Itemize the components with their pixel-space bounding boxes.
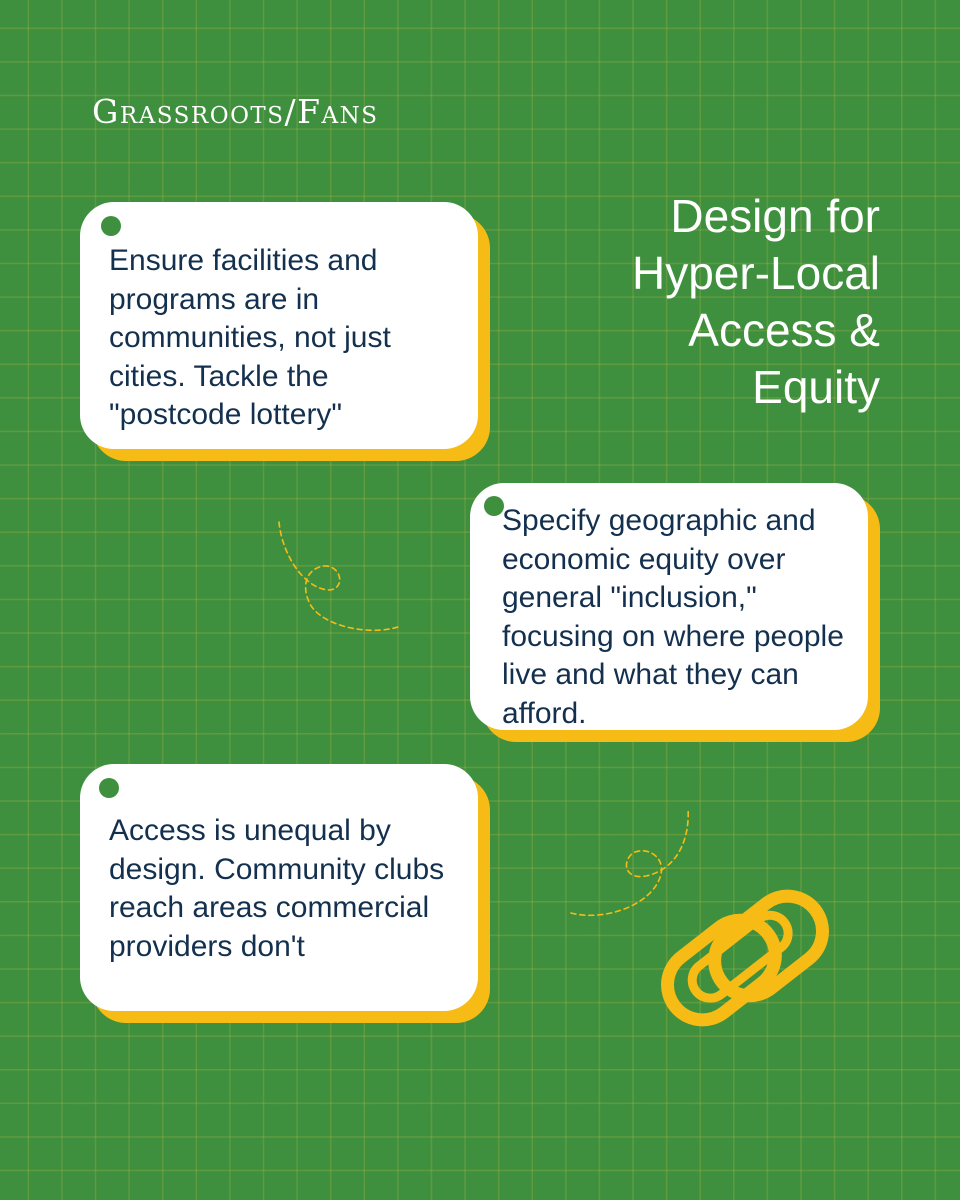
card-text: Access is unequal by design. Community clubs reach areas commercial providers don't [109,814,445,963]
title-line: Access & [688,304,880,356]
card-text: Specify geographic and economic equity over general "inclusion," focusing on where people live and what they can afford. [502,504,844,730]
title-line: Hyper-Local [632,247,880,299]
title-line: Equity [752,361,880,413]
brand-wordmark: Grassroots/Fans [92,92,379,131]
title-line: Design for [670,190,880,242]
card-text: Ensure facilities and programs are in communities, not just cities. Tackle the "postcode lottery" [109,244,391,431]
